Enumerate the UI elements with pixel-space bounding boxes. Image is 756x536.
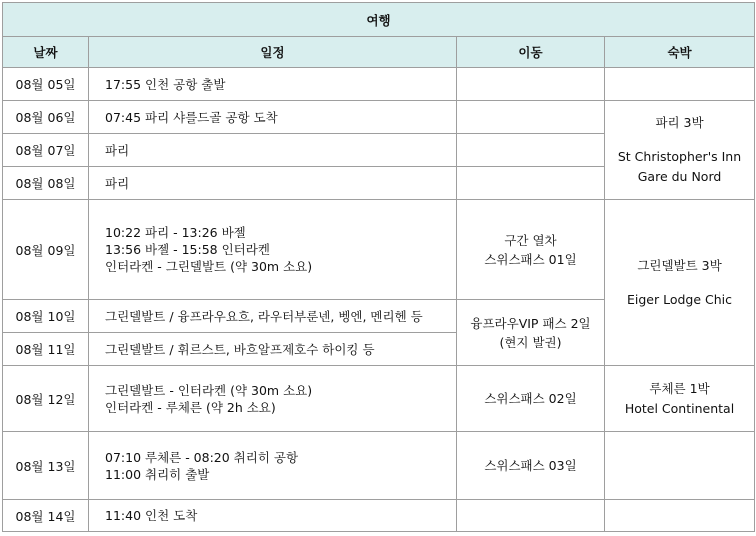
lodging-cell-grindelwald	[605, 200, 755, 366]
header-lodging: 숙박	[605, 37, 755, 68]
plan-cell	[89, 68, 457, 101]
table-row	[3, 68, 755, 101]
transport-line: 스위스패스 03일	[484, 458, 577, 473]
plan-line: 10:22 파리 - 13:26 바젤	[105, 225, 246, 240]
lodging-cell	[605, 432, 755, 500]
plan-line: 그린델발트 / 휘르스트, 바흐알프제호수 하이킹 등	[105, 341, 375, 357]
plan-line: 11:40 인천 도착	[105, 508, 198, 523]
lodging-hotel: Eiger Lodge Chic	[627, 291, 733, 307]
transport-cell	[457, 167, 605, 200]
transport-line: 융프라우VIP 패스 2일	[470, 315, 591, 331]
plan-cell	[89, 366, 457, 432]
plan-line: 17:55 인천 공항 출발	[105, 76, 226, 92]
date-cell: 08월 08일	[3, 167, 89, 200]
transport-cell	[457, 500, 605, 532]
transport-line: 스위스패스 01일	[484, 251, 577, 267]
transport-cell	[457, 300, 605, 366]
transport-cell	[457, 68, 605, 101]
plan-line: 07:45 파리 샤를드골 공항 도착	[105, 109, 278, 125]
table-title: 여행	[3, 3, 755, 37]
date-cell: 08월 06일	[3, 101, 89, 134]
plan-cell	[89, 500, 457, 532]
table-row	[3, 500, 755, 532]
header-plan: 일정	[89, 37, 457, 68]
lodging-nights: 파리 3박	[655, 115, 704, 130]
date-cell: 08월 10일	[3, 300, 89, 333]
lodging-hotel: Gare du Nord	[637, 169, 722, 184]
plan-line: 파리	[105, 142, 130, 158]
plan-line: 인터라켄 - 그린델발트 (약 30m 소요)	[105, 259, 313, 274]
transport-cell	[457, 200, 605, 300]
plan-line: 인터라켄 - 루체른 (약 2h 소요)	[105, 399, 276, 415]
plan-cell	[89, 333, 457, 366]
plan-cell	[89, 300, 457, 333]
table-row	[3, 200, 755, 300]
plan-cell	[89, 101, 457, 134]
date-cell: 08월 13일	[3, 432, 89, 500]
lodging-nights: 루체른 1박	[649, 380, 710, 396]
date-cell: 08월 07일	[3, 134, 89, 167]
lodging-cell	[605, 500, 755, 532]
plan-cell	[89, 432, 457, 500]
table-row	[3, 366, 755, 432]
transport-line: 스위스패스 02일	[484, 391, 577, 406]
date-cell: 08월 05일	[3, 68, 89, 101]
lodging-cell	[605, 68, 755, 101]
table-row	[3, 432, 755, 500]
plan-line: 11:00 취리히 출발	[105, 466, 210, 482]
plan-line: 그린델발트 - 인터라켄 (약 30m 소요)	[105, 382, 313, 398]
header-transport: 이동	[457, 37, 605, 68]
date-cell: 08월 14일	[3, 500, 89, 532]
transport-line: (현지 발권)	[499, 334, 562, 350]
itinerary-table	[2, 2, 755, 532]
header-date: 날짜	[3, 37, 89, 68]
plan-line: 13:56 바젤 - 15:58 인터라켄	[105, 242, 270, 257]
lodging-hotel: St Christopher's Inn	[617, 149, 742, 164]
plan-cell	[89, 200, 457, 300]
plan-line: 그린델발트 / 융프라우요흐, 라우터부룬넨, 벵엔, 멘리헨 등	[105, 308, 423, 324]
lodging-nights: 그린델발트 3박	[637, 257, 722, 273]
date-cell: 08월 11일	[3, 333, 89, 366]
table-row	[3, 101, 755, 134]
header-row	[3, 37, 755, 68]
plan-line: 07:10 루체른 - 08:20 취리히 공항	[105, 449, 299, 465]
plan-line: 파리	[105, 175, 130, 191]
date-cell: 08월 12일	[3, 366, 89, 432]
lodging-cell-lucerne	[605, 366, 755, 432]
transport-cell	[457, 432, 605, 500]
transport-cell	[457, 366, 605, 432]
transport-line: 구간 열차	[504, 232, 557, 248]
transport-cell	[457, 134, 605, 167]
lodging-cell-paris	[605, 101, 755, 200]
date-cell: 08월 09일	[3, 200, 89, 300]
plan-cell	[89, 134, 457, 167]
transport-cell	[457, 101, 605, 134]
lodging-hotel: Hotel Continental	[624, 400, 735, 416]
plan-cell	[89, 167, 457, 200]
